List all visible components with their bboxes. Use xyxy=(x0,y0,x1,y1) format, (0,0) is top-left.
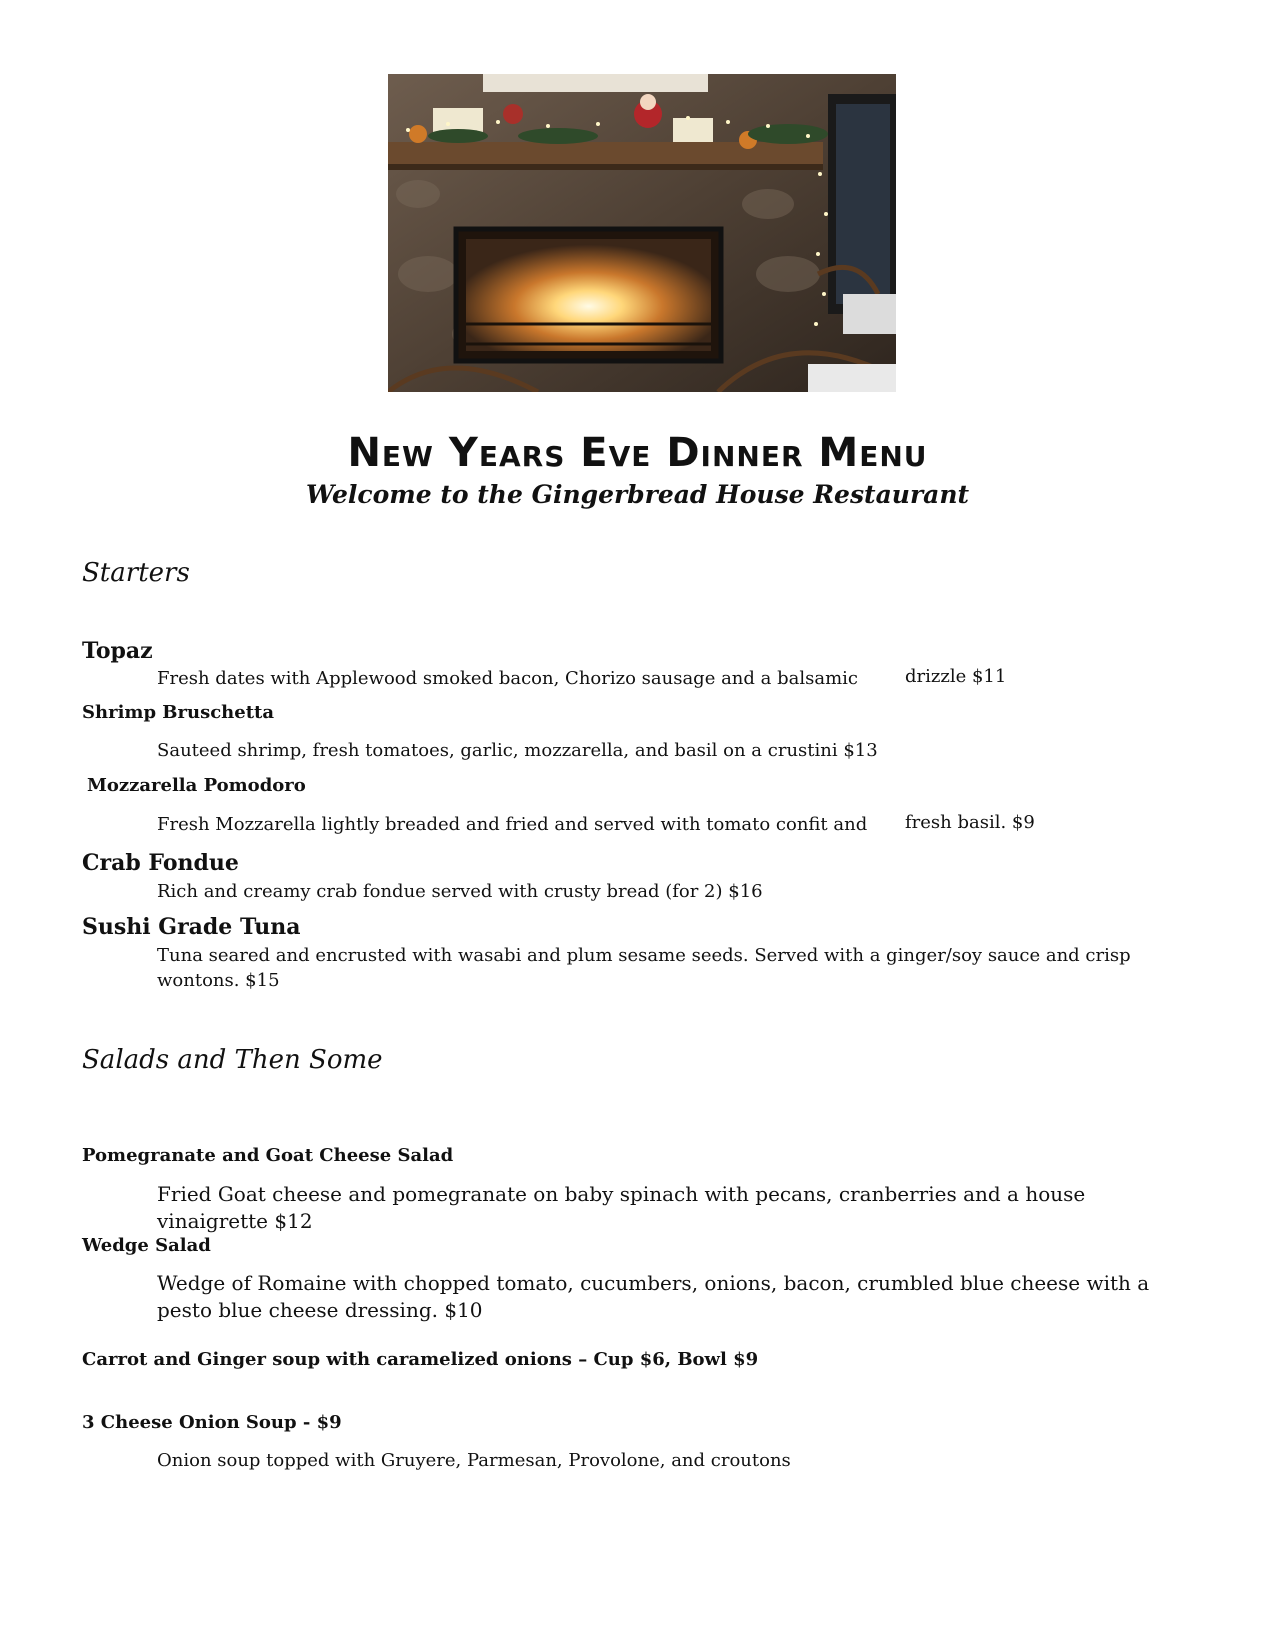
item-desc-pomegranate-salad: Fried Goat cheese and pomegranate on baby spinach with pecans, cranberries and a house vinaigrette $12 xyxy=(157,1182,1086,1233)
item-desc-mozzarella-pomodoro: Fresh Mozzarella lightly breaded and fried and served with tomato confit and xyxy=(157,814,868,835)
fireplace-photo xyxy=(388,74,896,392)
menu-title: New Years Eve Dinner Menu xyxy=(347,430,928,476)
item-name-topaz: Topaz xyxy=(82,638,153,664)
item-desc-crab-fondue: Rich and creamy crab fondue served with crusty bread (for 2) $16 xyxy=(157,881,763,902)
item-desc-topaz-price: drizzle $11 xyxy=(905,666,1007,687)
item-name-onion-soup: 3 Cheese Onion Soup - $9 xyxy=(82,1412,342,1433)
item-name-wedge-salad: Wedge Salad xyxy=(82,1235,211,1256)
item-desc-sushi-grade-tuna: Tuna seared and encrusted with wasabi and plum sesame seeds. Served with a ginger/soy sauce and crisp wontons. $15 xyxy=(157,945,1131,991)
item-name-carrot-ginger-soup: Carrot and Ginger soup with caramelized onions – Cup $6, Bowl $9 xyxy=(82,1349,759,1370)
item-name-shrimp-bruschetta: Shrimp Bruschetta xyxy=(82,702,275,723)
item-desc-wedge-salad: Wedge of Romaine with chopped tomato, cucumbers, onions, bacon, crumbled blue cheese with a pesto blue cheese dressing. $10 xyxy=(157,1271,1150,1322)
section-heading-salads: Salads and Then Some xyxy=(82,1045,383,1075)
item-desc-topaz: Fresh dates with Applewood smoked bacon, Chorizo sausage and a balsamic xyxy=(157,668,858,689)
item-name-mozzarella-pomodoro: Mozzarella Pomodoro xyxy=(87,775,306,796)
item-name-sushi-grade-tuna: Sushi Grade Tuna xyxy=(82,914,301,940)
item-desc-onion-soup: Onion soup topped with Gruyere, Parmesan, Provolone, and croutons xyxy=(157,1450,791,1471)
item-desc-mozzarella-pomodoro-price: fresh basil. $9 xyxy=(905,812,1035,833)
item-name-pomegranate-salad: Pomegranate and Goat Cheese Salad xyxy=(82,1145,454,1166)
item-desc-shrimp-bruschetta: Sauteed shrimp, fresh tomatoes, garlic, mozzarella, and basil on a crustini $13 xyxy=(157,740,878,761)
item-name-crab-fondue: Crab Fondue xyxy=(82,850,239,876)
section-heading-starters: Starters xyxy=(82,558,190,588)
menu-subtitle: Welcome to the Gingerbread House Restaurant xyxy=(305,480,970,509)
